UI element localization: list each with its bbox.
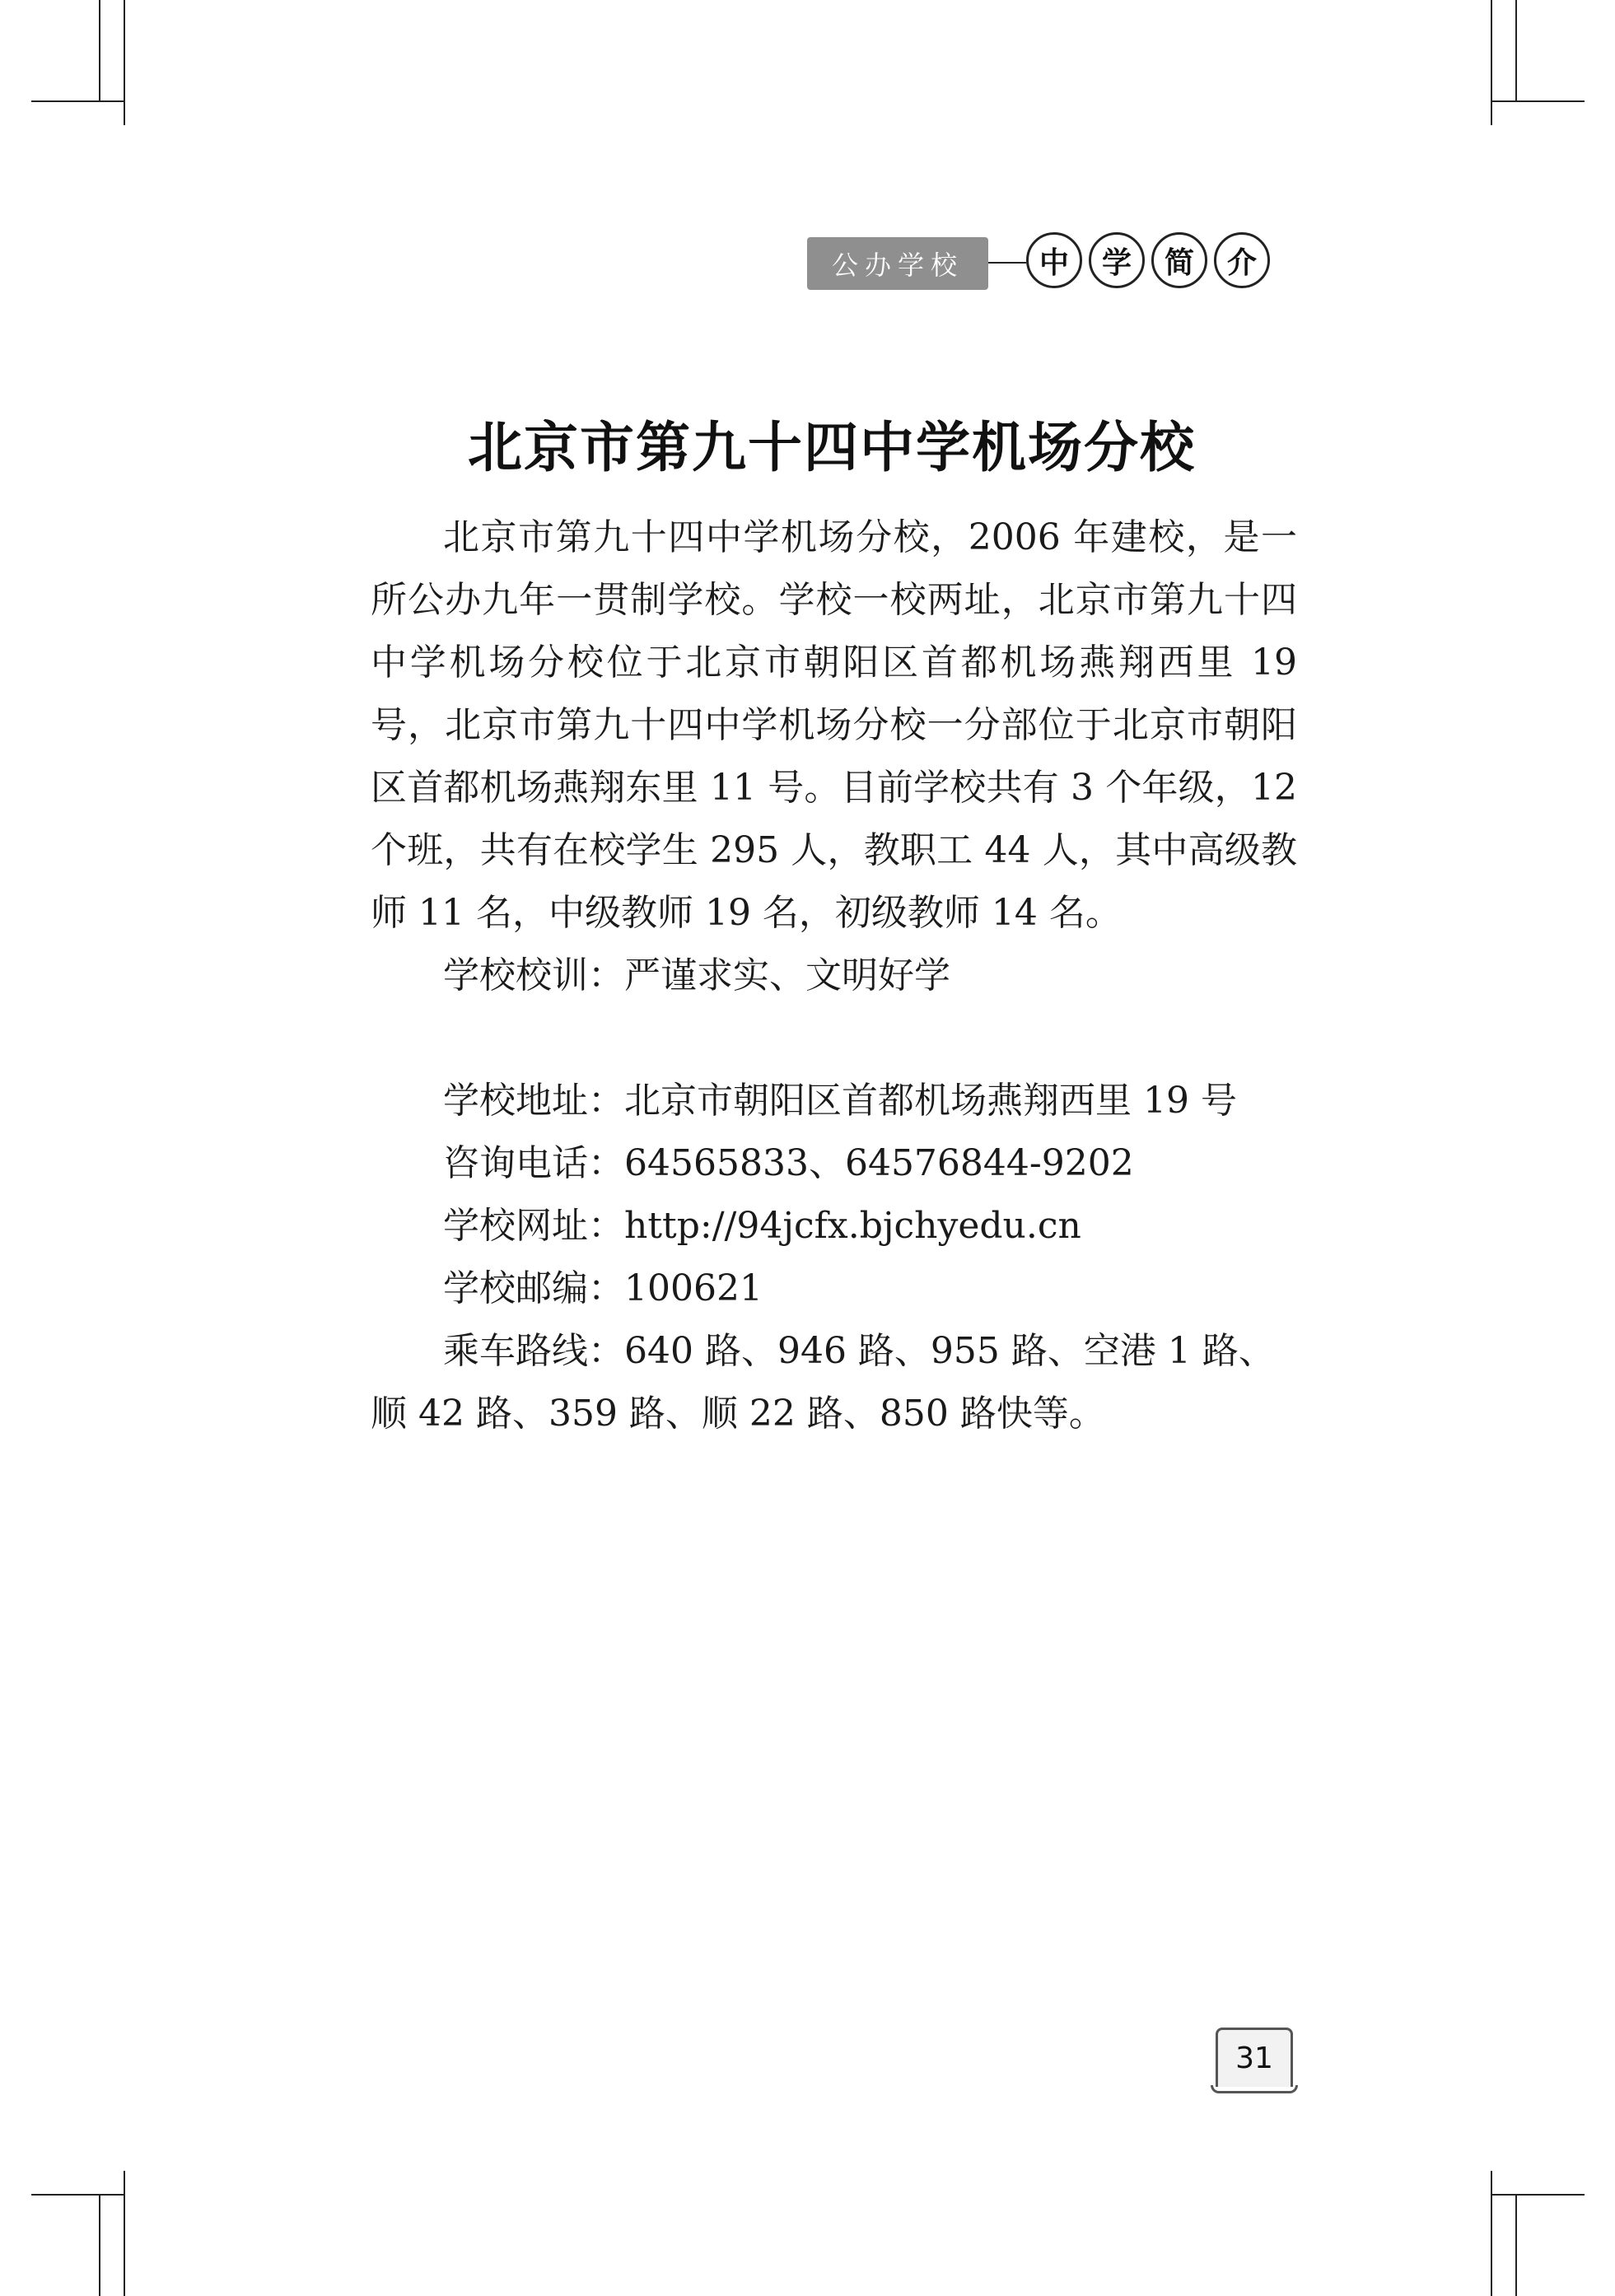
info-label: 乘车路线： bbox=[443, 1330, 624, 1372]
crop-mark bbox=[1491, 2171, 1492, 2296]
book-icon bbox=[1211, 2085, 1298, 2093]
info-value: 640 路、946 路、955 路、空港 1 路、顺 42 路、359 路、顺 22 路、850 路快等。 bbox=[371, 1330, 1275, 1435]
info-label: 咨询电话： bbox=[443, 1142, 624, 1184]
crop-mark bbox=[124, 0, 125, 125]
crop-mark bbox=[1515, 2194, 1517, 2296]
article-body bbox=[371, 506, 1297, 1445]
info-row-phone bbox=[371, 1132, 1297, 1195]
crop-mark bbox=[31, 2194, 125, 2196]
crop-mark bbox=[99, 2194, 100, 2296]
crop-mark bbox=[1491, 2194, 1585, 2196]
crop-mark bbox=[124, 2171, 125, 2296]
crop-mark bbox=[1491, 0, 1492, 125]
info-row-address bbox=[371, 1070, 1297, 1132]
section-char: 中 bbox=[1026, 232, 1082, 288]
contact-info bbox=[371, 1070, 1297, 1445]
section-title-circles bbox=[1026, 232, 1270, 288]
category-badge: 公办学校 bbox=[807, 237, 988, 290]
header-connector-line bbox=[988, 262, 1026, 264]
crop-mark bbox=[1491, 100, 1585, 102]
intro-paragraph: 北京市第九十四中学机场分校，2006 年建校，是一所公办九年一贯制学校。学校一校两址，北京市第九十四中学机场分校位于北京市朝阳区首都机场燕翔西里 19 号，北京市第九十四中学机场分校一分部位于北京市朝阳区首都机场燕翔东里 11 号。目前学校共有 3 个年级，12 个班，共有在校学生 295 人，教职工 44 人，其中高级教师 11 名，中级教师 19 名，初级教师 14 名。 bbox=[371, 516, 1297, 934]
motto-paragraph: 学校校训：严谨求实、文明好学 bbox=[443, 954, 950, 996]
info-label: 学校网址： bbox=[443, 1205, 624, 1247]
running-header bbox=[807, 232, 1301, 292]
info-label: 学校邮编： bbox=[443, 1267, 624, 1309]
info-value: 北京市朝阳区首都机场燕翔西里 19 号 bbox=[624, 1080, 1237, 1122]
section-char: 简 bbox=[1151, 232, 1207, 288]
info-value: http://94jcfx.bjchyedu.cn bbox=[624, 1205, 1081, 1247]
info-row-postcode bbox=[371, 1258, 1297, 1320]
crop-mark bbox=[31, 100, 125, 102]
info-row-bus-routes bbox=[371, 1320, 1297, 1445]
section-char: 介 bbox=[1214, 232, 1270, 288]
info-value: 100621 bbox=[624, 1267, 763, 1309]
crop-mark bbox=[1515, 0, 1517, 100]
section-char: 学 bbox=[1089, 232, 1145, 288]
page-number: 31 bbox=[1216, 2028, 1293, 2087]
crop-mark bbox=[99, 0, 100, 100]
info-value: 64565833、64576844-9202 bbox=[624, 1142, 1134, 1184]
info-row-website bbox=[371, 1195, 1297, 1258]
info-label: 学校地址： bbox=[443, 1080, 624, 1122]
page-title: 北京市第九十四中学机场分校 bbox=[468, 416, 1196, 479]
